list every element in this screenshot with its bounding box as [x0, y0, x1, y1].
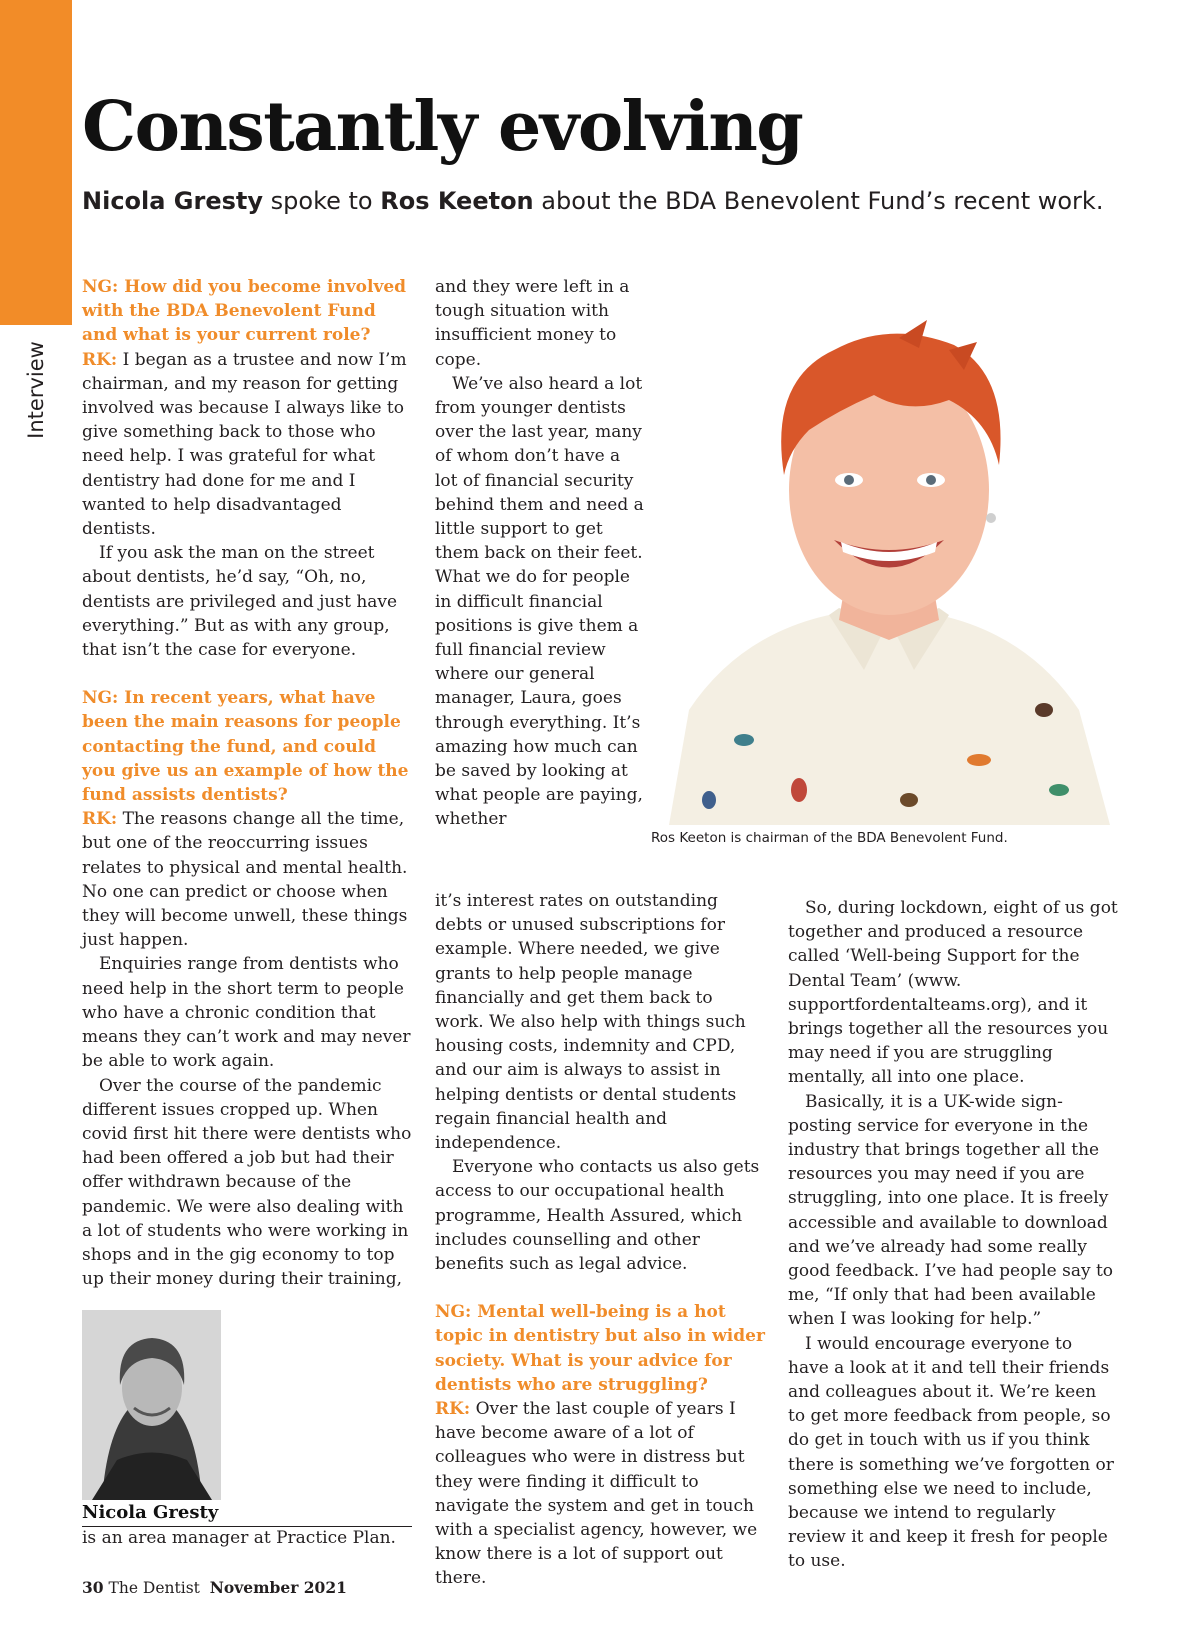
paragraph: I would encourage everyone to have a look at it and tell their friends and colleagues about it. We’re keen to get more feedback from people, so do get in touch with us if you think there is something we’ve forgotten or something else we need to include, because we intend to regularly review it and keep it fresh for people to use. — [788, 1333, 1114, 1572]
headline: Constantly evolving — [82, 87, 803, 167]
photo-caption: Ros Keeton is chairman of the BDA Benevolent Fund. — [651, 830, 1008, 846]
question-3: NG: Mental well-being is a hot topic in dentistry but also in wider society. What is your advice for dentists who are struggling? — [435, 1302, 765, 1395]
answer-lead: RK: — [82, 809, 118, 830]
portrait-photo-ros-keeton — [649, 290, 1110, 825]
standfirst-interviewer: Nicola Gresty — [82, 187, 264, 215]
publication-name: The Dentist — [103, 1579, 210, 1597]
author-photo-nicola-gresty — [82, 1310, 221, 1500]
answer-3 — [435, 1397, 765, 1591]
article-column-2 — [435, 889, 765, 1591]
issue-date: November 2021 — [209, 1578, 347, 1597]
paragraph: Enquiries range from dentists who need help in the short term to people who have a chronic condition that means they can’t work and may never be able to work again. — [82, 954, 411, 1072]
article-column-3 — [788, 896, 1118, 1574]
page-number: 30 — [82, 1578, 104, 1597]
paragraph: If you ask the man on the street about dentists, he’d say, “Oh, no, dentists are privileged and just have everything.” But as with any group, that isn’t the case for everyone. — [82, 543, 398, 661]
paragraph: it’s interest rates on outstanding debts or unused subscriptions for example. Where needed, we give grants to help people manage financially and get them back to work. We also help with things such housing costs, indemnity and CPD, and our aim is always to assist in helping dentists or dental students regain financial health and independence. — [435, 891, 746, 1154]
author-description: is an area manager at Practice Plan. — [82, 1528, 396, 1548]
question-1: NG: How did you become involved with the BDA Benevolent Fund and what is your current role? — [82, 277, 407, 346]
section-label: Interview — [24, 341, 48, 439]
answer-lead: RK: — [82, 349, 118, 370]
answer-text: The reasons change all the time, but one of the reoccurring issues relates to physical and mental health. No one can predict or choose when they will become unwell, these things just happen. — [82, 809, 408, 951]
answer-text: I began as a trustee and now I’m chairman, and my reason for getting involved was because I always like to give something back to those who need help. I was grateful for what dentistry had done for me and I wanted to help disadvantaged dentists. — [82, 349, 407, 540]
paragraph: Over the course of the pandemic different issues cropped up. When covid first hit there were dentists who had been offered a job but had their offer withdrawn because of the pandemic. We were also dealing with a lot of students who were working in shops and in the gig economy to top up their money during their training, — [82, 1075, 412, 1290]
standfirst-text-1: spoke to — [263, 187, 381, 215]
standfirst — [82, 186, 1103, 217]
paragraph: Basically, it is a UK-wide sign-posting service for everyone in the industry that brings together all the resources you may need if you are struggling, into one place. It is freely accessible and available to download and we’ve already had some really good feedback. I’ve had people say to me, “If only that had been available when I was looking for help.” — [788, 1091, 1114, 1330]
paragraph: Everyone who contacts us also gets access to our occupational health programme, Health Assured, which includes counselling and other benefits such as legal advice. — [435, 1157, 760, 1275]
article-column-1 — [82, 275, 412, 1291]
answer-1 — [82, 348, 412, 542]
article-column-2-narrow — [435, 275, 645, 832]
paragraph: So, during lockdown, eight of us got together and produced a resource called ‘Well-being Support for the Dental Team’ (www. supportfordentalteams.org), and it brings together all the resources you may need if you are struggling mentally, all into one place. — [788, 898, 1118, 1088]
author-divider — [82, 1526, 412, 1527]
standfirst-interviewee: Ros Keeton — [380, 187, 534, 215]
paragraph: We’ve also heard a lot from younger dentists over the last year, many of whom don’t have a lot of financial security behind them and need a little support to get them back on their feet. What we do for people in difficult financial positions is give them a full financial review where our general manager, Laura, goes through everything. It’s amazing how much can be saved by looking at what people are paying, whether — [435, 373, 644, 830]
standfirst-text-2: about the BDA Benevolent Fund’s recent work. — [533, 187, 1104, 215]
author-name: Nicola Gresty — [82, 1502, 219, 1523]
section-color-tab — [0, 0, 72, 325]
answer-text: Over the last couple of years I have become aware of a lot of colleagues who were in distress but they were finding it difficult to navigate the system and get in touch with a specialist agency, however, we know there is a lot of support out there. — [435, 1399, 758, 1589]
answer-2 — [82, 807, 412, 952]
question-2: NG: In recent years, what have been the main reasons for people contacting the fund, and could you give us an example of how the fund assists dentists? — [82, 688, 409, 806]
page-footer — [82, 1578, 347, 1597]
answer-lead: RK: — [435, 1399, 471, 1420]
paragraph: and they were left in a tough situation with insufficient money to cope. — [435, 277, 630, 370]
